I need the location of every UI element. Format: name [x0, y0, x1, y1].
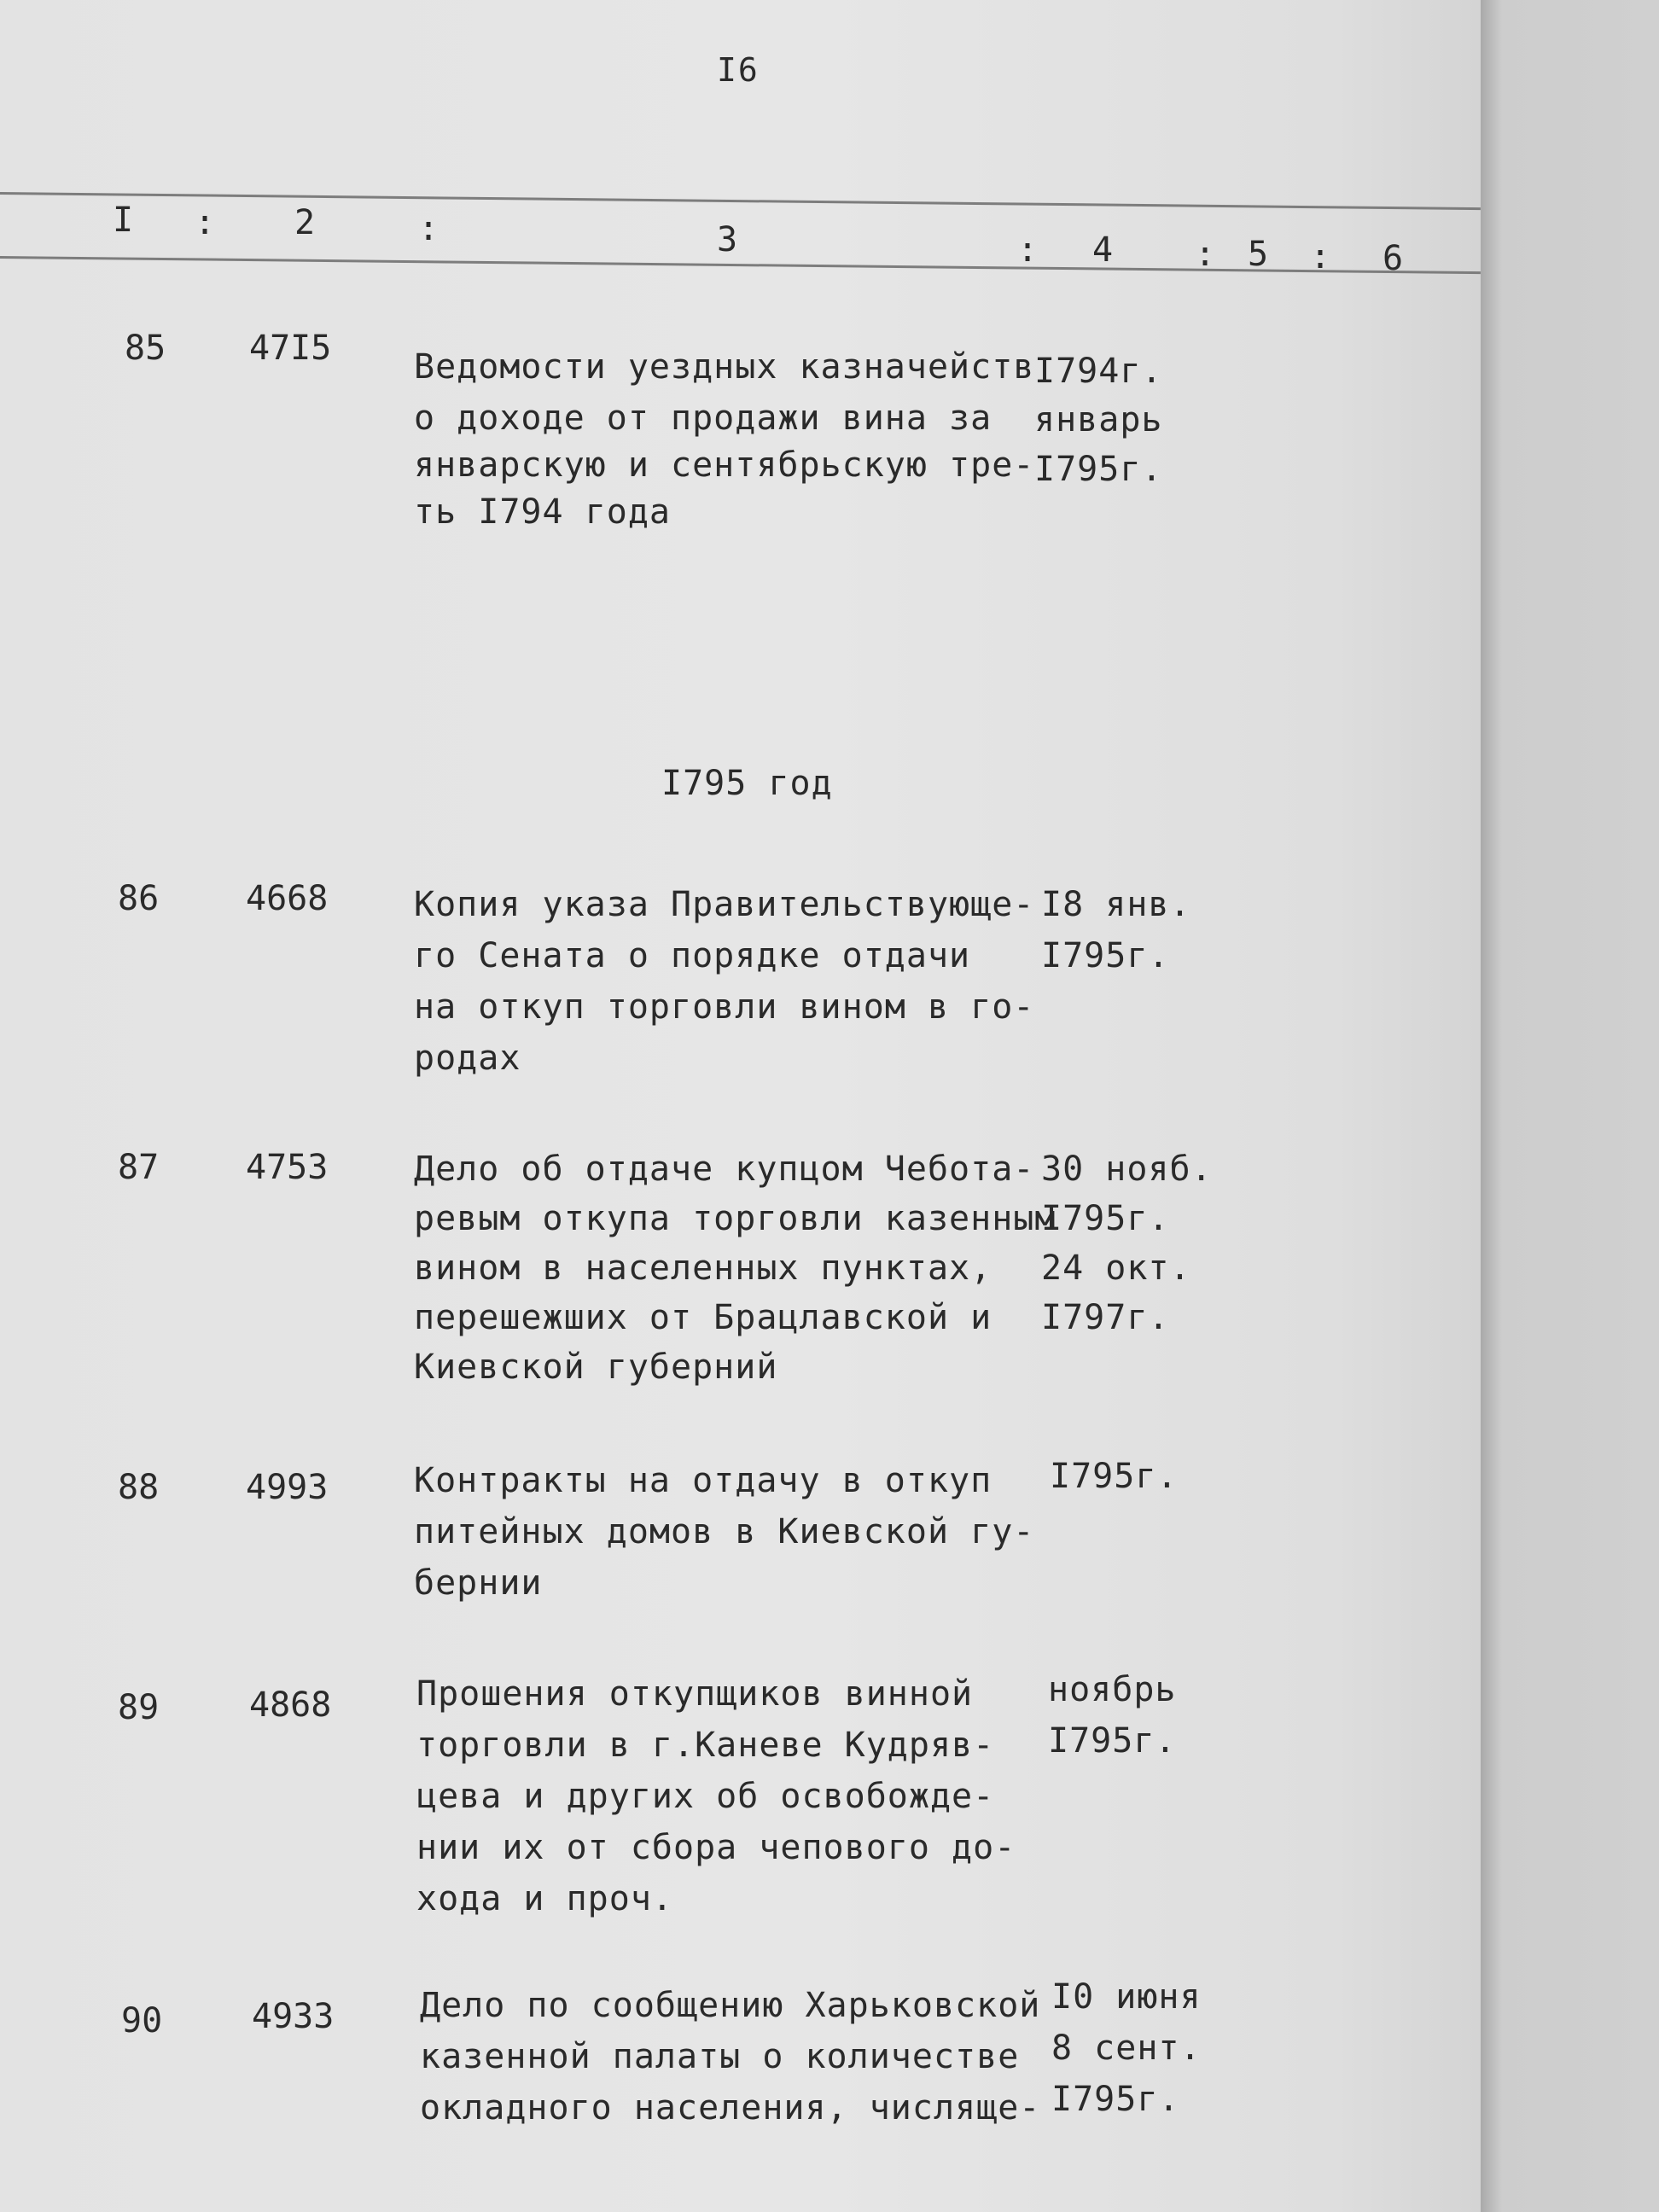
entry-date: I795г. — [1050, 1457, 1179, 1496]
entry-description-line: Контракты на отдачу в откуп — [414, 1461, 992, 1500]
column-header-1: I — [113, 201, 134, 240]
document-number: 4933 — [252, 1997, 335, 2036]
column-separator: : — [1310, 237, 1331, 276]
entry-description-line: нии их от сбора чепового до- — [416, 1828, 1016, 1867]
entry-description-line: перешежших от Брацлавской и — [414, 1298, 992, 1337]
document-number: 4868 — [249, 1685, 332, 1725]
entry-description-line: го Сената о порядке отдачи — [414, 936, 971, 975]
document-number: 4753 — [246, 1148, 329, 1187]
background-surface — [1481, 0, 1659, 2212]
entry-description-line: бернии — [414, 1563, 543, 1603]
entry-description-line: цева и других об освобожде- — [416, 1777, 995, 1816]
entry-date: I795г. — [1034, 450, 1163, 489]
entry-description-line: Дело по сообщению Харьковской — [420, 1986, 1041, 2025]
entry-date: 30 нояб. — [1041, 1150, 1213, 1189]
entry-date: I0 июня — [1051, 1977, 1202, 2017]
entry-date: 24 окт. — [1041, 1249, 1191, 1288]
entry-description-line: вином в населенных пунктах, — [414, 1249, 992, 1288]
entry-description-line: Киевской губерний — [414, 1348, 778, 1387]
entry-date: I795г. — [1048, 1721, 1177, 1761]
entry-number: 85 — [125, 329, 166, 368]
column-header-5: 5 — [1248, 235, 1269, 274]
entry-description-line: на откуп торговли вином в го- — [414, 987, 1035, 1027]
entry-date: I797г. — [1041, 1298, 1170, 1337]
column-header-6: 6 — [1382, 239, 1404, 278]
entry-description-line: казенной палаты о количестве — [420, 2037, 1020, 2076]
column-header-4: 4 — [1092, 230, 1114, 270]
entry-date: январь — [1034, 400, 1163, 439]
entry-description-line: питейных домов в Киевской гу- — [414, 1512, 1035, 1551]
entry-description-line: ть I794 года — [414, 492, 671, 532]
entry-description-line: хода и проч. — [416, 1879, 673, 1918]
entry-date: I795г. — [1041, 936, 1170, 975]
document-number: 47I5 — [249, 329, 332, 368]
column-separator: : — [1195, 235, 1216, 274]
entry-description-line: окладного населения, числяще- — [420, 2088, 1041, 2128]
entry-description-line: торговли в г.Каневе Кудряв- — [416, 1726, 995, 1765]
column-header-3: 3 — [717, 220, 738, 259]
entry-date: I8 янв. — [1041, 885, 1191, 924]
entry-description-line: Ведомости уездных казначейств — [414, 347, 1035, 387]
entry-date: I794г. — [1034, 352, 1163, 391]
entry-number: 87 — [118, 1148, 160, 1187]
entry-description-line: Прошения откупщиков винной — [416, 1674, 974, 1714]
document-number: 4993 — [246, 1468, 329, 1507]
entry-date: I795г. — [1041, 1199, 1170, 1238]
entry-description-line: о доходе от продажи вина за — [414, 399, 992, 438]
entry-description-line: ревым откупа торговли казенным — [414, 1199, 1057, 1238]
column-separator: : — [195, 203, 216, 242]
entry-number: 88 — [118, 1468, 160, 1507]
entry-description-line: январскую и сентябрьскую тре- — [414, 445, 1035, 485]
column-separator: : — [1017, 230, 1039, 270]
section-title: I795 год — [661, 764, 833, 803]
entry-description-line: Дело об отдаче купцом Чебота- — [414, 1150, 1035, 1189]
entry-description-line: родах — [414, 1039, 521, 1078]
entry-number: 89 — [118, 1688, 160, 1727]
page-number: I6 — [717, 51, 760, 89]
column-header-2: 2 — [294, 203, 316, 242]
entry-description-line: Копия указа Правительствующе- — [414, 885, 1035, 924]
entry-date: I795г. — [1051, 2080, 1180, 2119]
document-number: 4668 — [246, 879, 329, 918]
header-top-rule — [0, 192, 1481, 210]
entry-number: 90 — [121, 2001, 163, 2040]
entry-date: ноябрь — [1048, 1670, 1177, 1709]
entry-number: 86 — [118, 879, 160, 918]
column-separator: : — [418, 209, 439, 248]
entry-date: 8 сент. — [1051, 2029, 1202, 2068]
